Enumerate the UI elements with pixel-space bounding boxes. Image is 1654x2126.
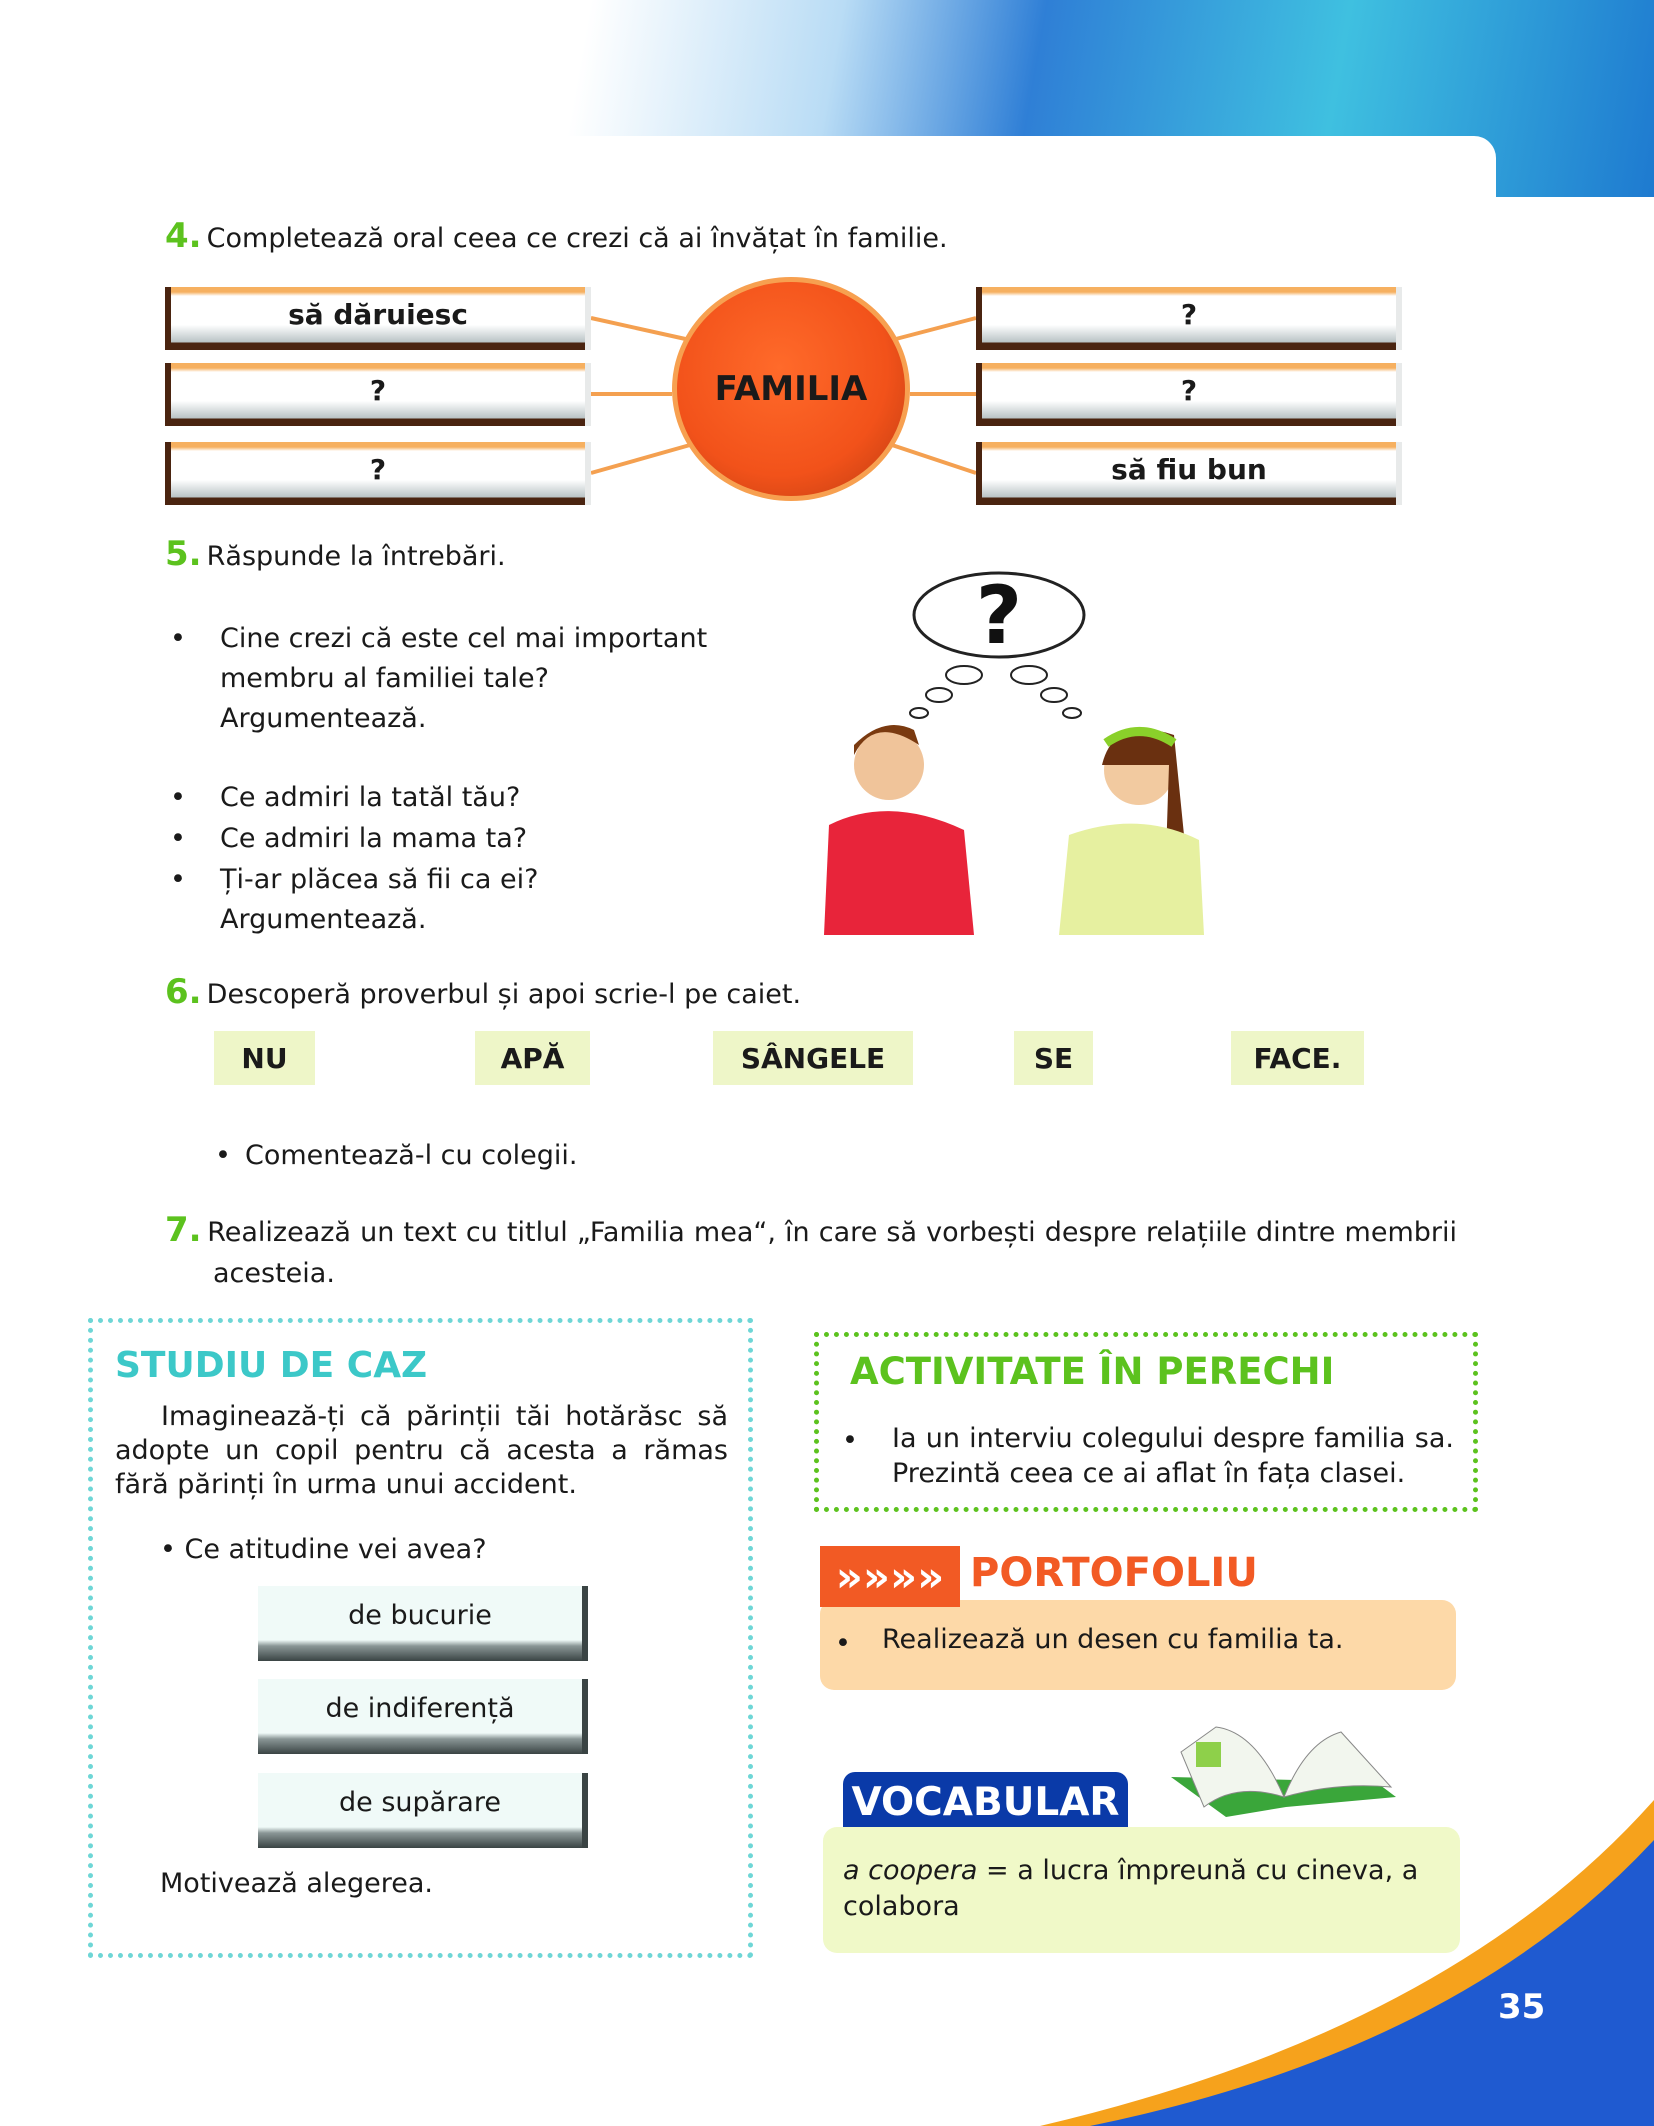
portfolio-text: Realizează un desen cu familia ta. [882,1624,1344,1655]
q4-text: Completează oral ceea ce crezi că ai învățat în familie. [206,223,948,254]
q6-number: 6. [165,972,202,1012]
q7-text-cont: acesteia. [213,1258,335,1289]
arrows-icon: »»»» [820,1546,960,1607]
answer-box: ? [976,287,1402,350]
pair-activity-title: ACTIVITATE ÎN PERECHI [850,1350,1335,1393]
answer-box: să dăruiesc [165,287,591,350]
answer-box: ? [165,442,591,505]
case-study-text: Imaginează-ți că părinții tăi hotărăsc să adopte un copil pentru că acesta a rămas fără părinți în urma unui accident. [115,1401,728,1500]
question-mark: ? [975,569,1023,662]
q6-text: Descoperă proverbul și apoi scrie-l pe caiet. [206,979,802,1010]
case-study-footer: Motivează alegerea. [160,1868,433,1899]
q7-heading [165,1210,1457,1250]
q4-number: 4. [165,216,202,256]
proverb-word: FACE. [1231,1031,1364,1085]
page-number: 35 [1498,1987,1546,2027]
q5-heading [165,534,506,574]
q5-number: 5. [165,534,202,574]
option-box: de supărare [258,1773,588,1848]
q5-item: Cine crezi că este cel mai important [220,623,708,654]
case-study-title: STUDIU DE CAZ [115,1345,428,1386]
option-box: de bucurie [258,1586,588,1661]
q5-item: Argumentează. [220,904,427,935]
q7-text: Realizează un text cu titlul „Familia mea“, în care să vorbești despre relațiile dintre membrii [207,1217,1457,1248]
vocabulary-meaning: = a lucra împreună cu cineva, a colabora [843,1855,1419,1922]
case-study-question: • Ce atitudine vei avea? [160,1534,487,1565]
answer-box: ? [976,363,1402,426]
proverb-word: APĂ [475,1031,590,1085]
answer-box: să fiu bun [976,442,1402,505]
answer-box: ? [165,363,591,426]
q5-text: Răspunde la întrebări. [206,541,506,572]
q5-item: membru al familiei tale? [220,663,549,694]
proverb-word: SE [1014,1031,1093,1085]
pair-activity-text: Ia un interviu colegului despre familia sa. Prezintă ceea ce ai aflat în fața clasei. [892,1423,1454,1489]
q5-item: Ți-ar plăcea să fii ca ei? [220,864,539,895]
portfolio-title: PORTOFOLIU [970,1550,1258,1596]
proverb-word: NU [214,1031,315,1085]
q6-heading [165,972,801,1012]
q5-item: Ce admiri la mama ta? [220,823,528,854]
q6-bullet: Comentează-l cu colegii. [245,1140,578,1171]
vocabulary-title: VOCABULAR [843,1772,1128,1832]
q5-item: Argumentează. [220,703,427,734]
q7-number: 7. [165,1210,202,1250]
vocabulary-term: a coopera [843,1855,978,1886]
familia-circle: FAMILIA [672,277,910,501]
thinking-children-illustration [814,565,1254,940]
page-corner-decoration [0,1780,1654,2126]
proverb-word: SÂNGELE [713,1031,913,1085]
option-box: de indiferență [258,1679,588,1754]
q5-item: Ce admiri la tatăl tău? [220,782,521,813]
